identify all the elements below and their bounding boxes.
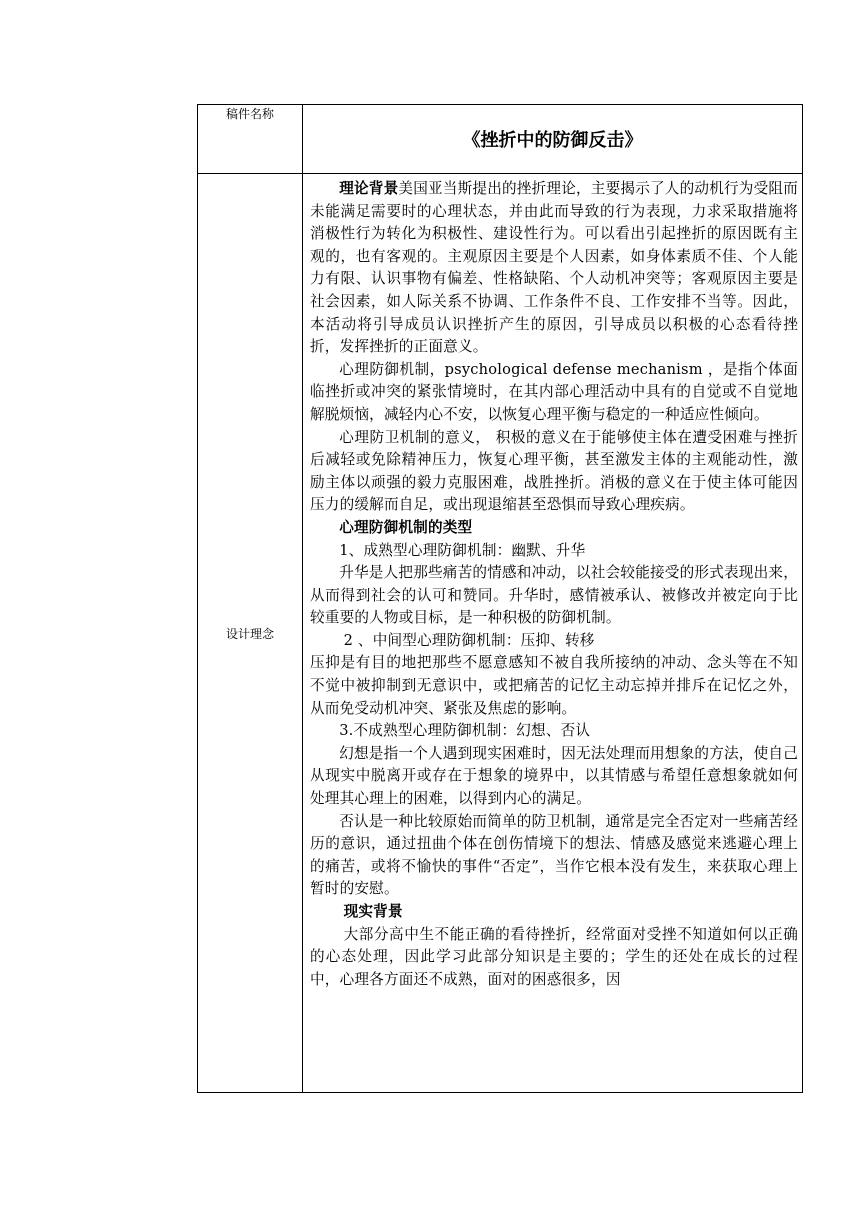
document-title: 《挫折中的防御反击》: [303, 105, 803, 174]
type-3-heading: 3.不成熟型心理防御机制：幻想、否认: [339, 722, 591, 740]
theory-background-paragraph: [310, 178, 798, 359]
design-content: [310, 178, 798, 991]
defense-mechanism-definition: 心理防御机制，psychological defense mechanism ，是指个体面临挫折或冲突的紧张情境时，在其内部心理活动中具有的自觉或不自觉地解脱烦恼，减轻内心不安，以恢复心理平衡与稳定的一种适应性倾向。: [310, 360, 798, 423]
title-row: [198, 105, 803, 174]
denial-description: 否认是一种比较原始而简单的防卫机制，通常是完全否定对一些痛苦经历的意识，通过扭曲个体在创伤情境下的想法、情感及感觉来逃避心理上的痛苦，或将不愉快的事件“否定”，当作它根本没有发生，来获取心理上暂时的安慰。: [310, 812, 798, 898]
defense-mechanism-meaning: 心理防卫机制的意义， 积极的意义在于能够使主体在遭受困难与挫折后减轻或免除精神压力，恢复心理平衡，甚至激发主体的主观能动性，激励主体以顽强的毅力克服困难，战胜挫折。消极的意义在于使主体可能因压力的缓解而自足，或出现退缩甚至恐惧而导致心理疾病。: [310, 428, 798, 514]
design-row: [198, 174, 803, 1093]
type-1-heading: 1、成熟型心理防御机制：幽默、升华: [339, 541, 586, 559]
type-2-heading: 2 、中间型心理防御机制：压抑、转移: [343, 631, 595, 649]
reality-background-text: 大部分高中生不能正确的看待挫折，经常面对受挫不知道如何以正确的心态处理，因此学习此部分知识是主要的；学生的还处在成长的过程中，心理各方面还不成熟，面对的困惑很多，因: [310, 925, 798, 988]
manuscript-name-label: 稿件名称: [198, 105, 303, 174]
design-content-cell: [303, 174, 803, 1093]
type-2-description: 压抑是有目的地把那些不愿意感知不被自我所接纳的冲动、念头等在不知不觉中被抑制到无意识中，或把痛苦的记忆主动忘掉并排斥在记忆之外，从而免受动机冲突、紧张及焦虑的影响。: [310, 654, 798, 717]
type-1-description: 升华是人把那些痛苦的情感和冲动，以社会较能接受的形式表现出来，从而得到社会的认可和赞同。升华时，感情被承认、被修改并被定向于比较重要的人物或目标，是一种积极的防御机制。: [310, 564, 798, 627]
theory-background-heading: 理论背景: [339, 180, 399, 197]
fantasy-description: 幻想是指一个人遇到现实困难时，因无法处理而用想象的方法，使自己从现实中脱离开或存在于想象的境界中，以其情感与希望任意想象就如何处理其心理上的困难，以得到内心的满足。: [310, 744, 798, 808]
reality-background-heading: 现实背景: [343, 903, 403, 920]
form-table: [197, 104, 803, 1093]
design-concept-label: 设计理念: [198, 174, 303, 1093]
theory-background-text: 美国亚当斯提出的挫折理论，主要揭示了人的动机行为受阻而未能满足需要时的心理状态，并由此而导致的行为表现，力求采取措施将消极性行为转化为积极性、建设性行为。可以看出引起挫折的原因既有主观的，也有客观的。主观原因主要是个人因素，如身体素质不佳、个人能力有限、认识事物有偏差、性格缺陷、个人动机冲突等；客观原因主要是社会因素，如人际关系不协调、工作条件不良、工作安排不当等。因此，本活动将引导成员认识挫折产生的原因，引导成员以积极的心态看待挫折，发挥挫折的正面意义。: [310, 180, 798, 356]
types-heading: 心理防御机制的类型: [339, 518, 473, 536]
